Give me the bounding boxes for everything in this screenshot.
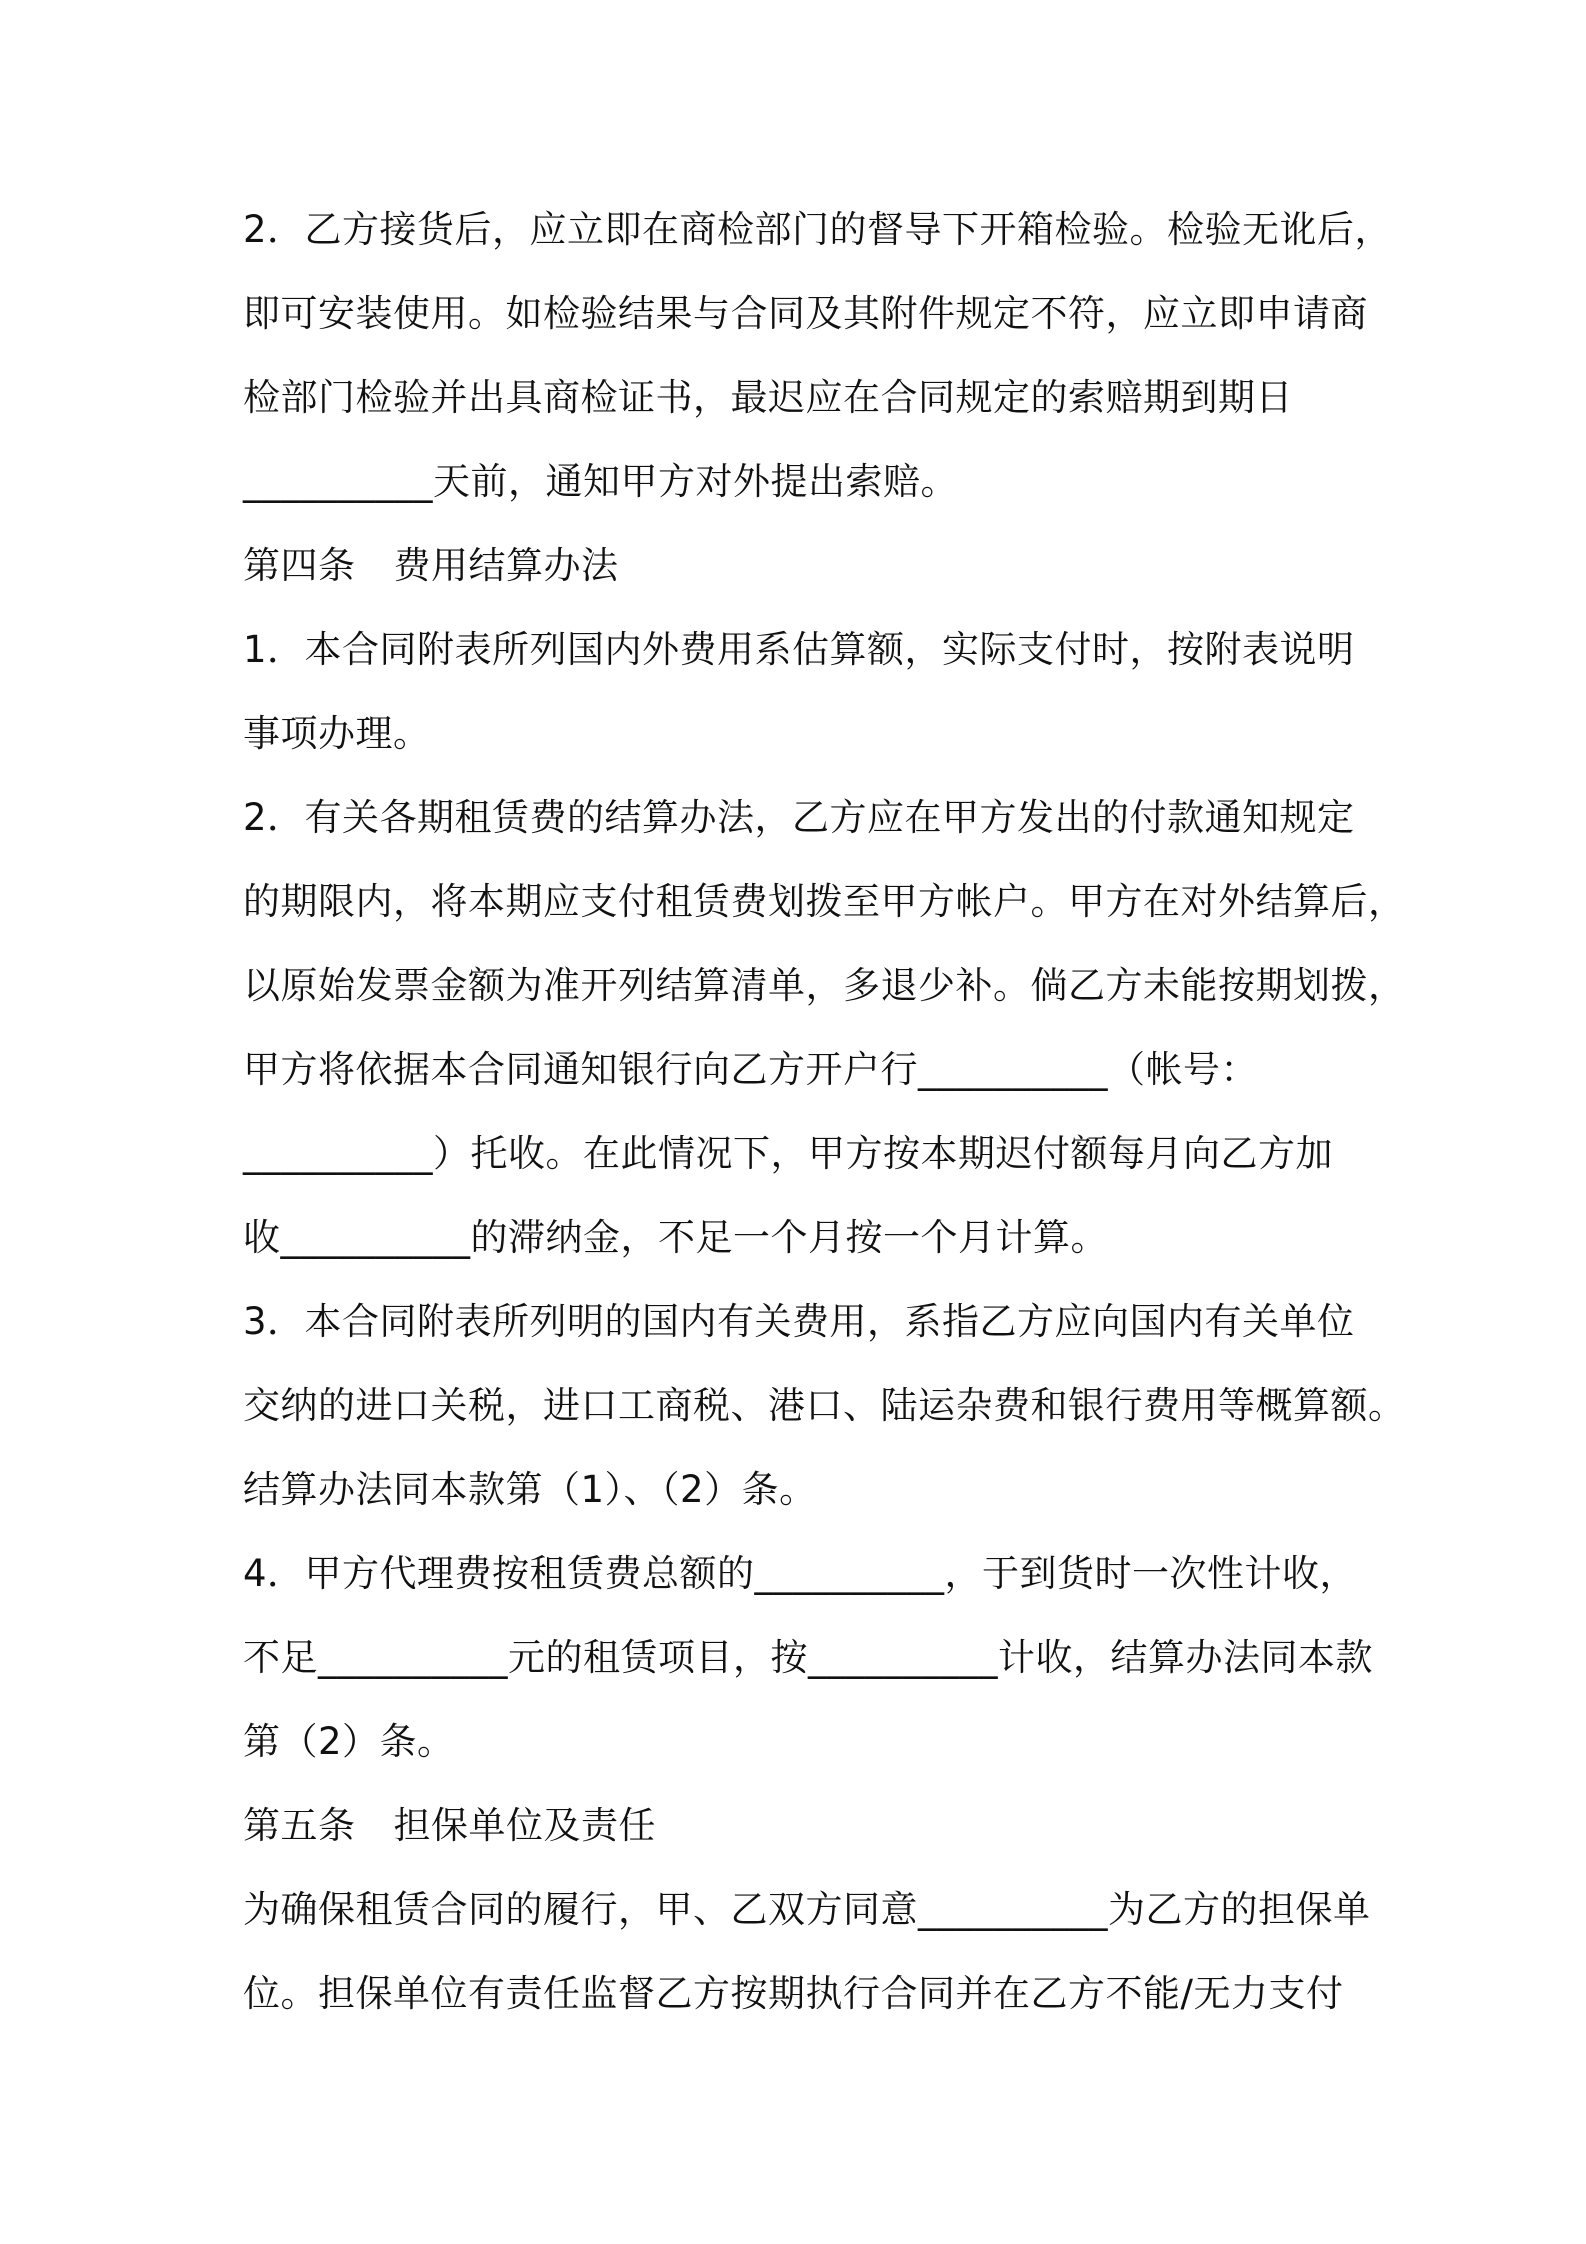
article-heading <box>243 1796 1373 1856</box>
paragraph-line: 的期限内，将本期应支付租赁费划拨至甲方帐户。甲方在对外结算后， <box>243 880 1406 923</box>
paragraph-line: 2．乙方接货后，应立即在商检部门的督导下开箱检验。检验无讹后， <box>243 208 1393 251</box>
paragraph-line: 不足__________元的租赁项目，按__________计收，结算办法同本款 <box>243 1636 1373 1679</box>
paragraph-line: 3．本合同附表所列明的国内有关费用，系指乙方应向国内有关单位 <box>243 1300 1355 1343</box>
paragraph-line: 检部门检验并出具商检证书，最迟应在合同规定的索赔期到期日 <box>243 376 1293 419</box>
paragraph-line: 即可安装使用。如检验结果与合同及其附件规定不符，应立即申请商 <box>243 292 1368 335</box>
article-heading <box>243 536 1373 596</box>
paragraph-line: 事项办理。 <box>243 712 431 755</box>
paragraph-line: 1．本合同附表所列国内外费用系估算额，实际支付时，按附表说明 <box>243 628 1355 671</box>
article-title: 费用结算办法 <box>393 544 619 587</box>
paragraph-line: 收__________的滞纳金，不足一个月按一个月计算。 <box>243 1216 1108 1259</box>
article-number: 第四条 <box>243 544 356 587</box>
paragraph-line: 第（2）条。 <box>243 1720 455 1763</box>
paragraph-line: 4．甲方代理费按租赁费总额的__________，于到货时一次性计收， <box>243 1552 1358 1595</box>
paragraph-line: 结算办法同本款第（1）、（2）条。 <box>243 1468 817 1511</box>
paragraph-line: 位。担保单位有责任监督乙方按期执行合同并在乙方不能/无力支付 <box>243 1972 1344 2015</box>
paragraph-line: 为确保租赁合同的履行，甲、乙双方同意__________为乙方的担保单 <box>243 1888 1371 1931</box>
paragraph-line: __________）托收。在此情况下，甲方按本期迟付额每月向乙方加 <box>243 1132 1333 1175</box>
article-title: 担保单位及责任 <box>393 1804 656 1847</box>
paragraph-line: 以原始发票金额为准开列结算清单，多退少补。倘乙方未能按期划拨， <box>243 964 1406 1007</box>
article-number: 第五条 <box>243 1804 356 1847</box>
paragraph-line: 2．有关各期租赁费的结算办法，乙方应在甲方发出的付款通知规定 <box>243 796 1355 839</box>
paragraph-line: 甲方将依据本合同通知银行向乙方开户行__________（帐号： <box>243 1048 1258 1091</box>
paragraph-line: 交纳的进口关税，进口工商税、港口、陆运杂费和银行费用等概算额。 <box>243 1384 1406 1427</box>
paragraph-line: __________天前，通知甲方对外提出索赔。 <box>243 460 958 503</box>
